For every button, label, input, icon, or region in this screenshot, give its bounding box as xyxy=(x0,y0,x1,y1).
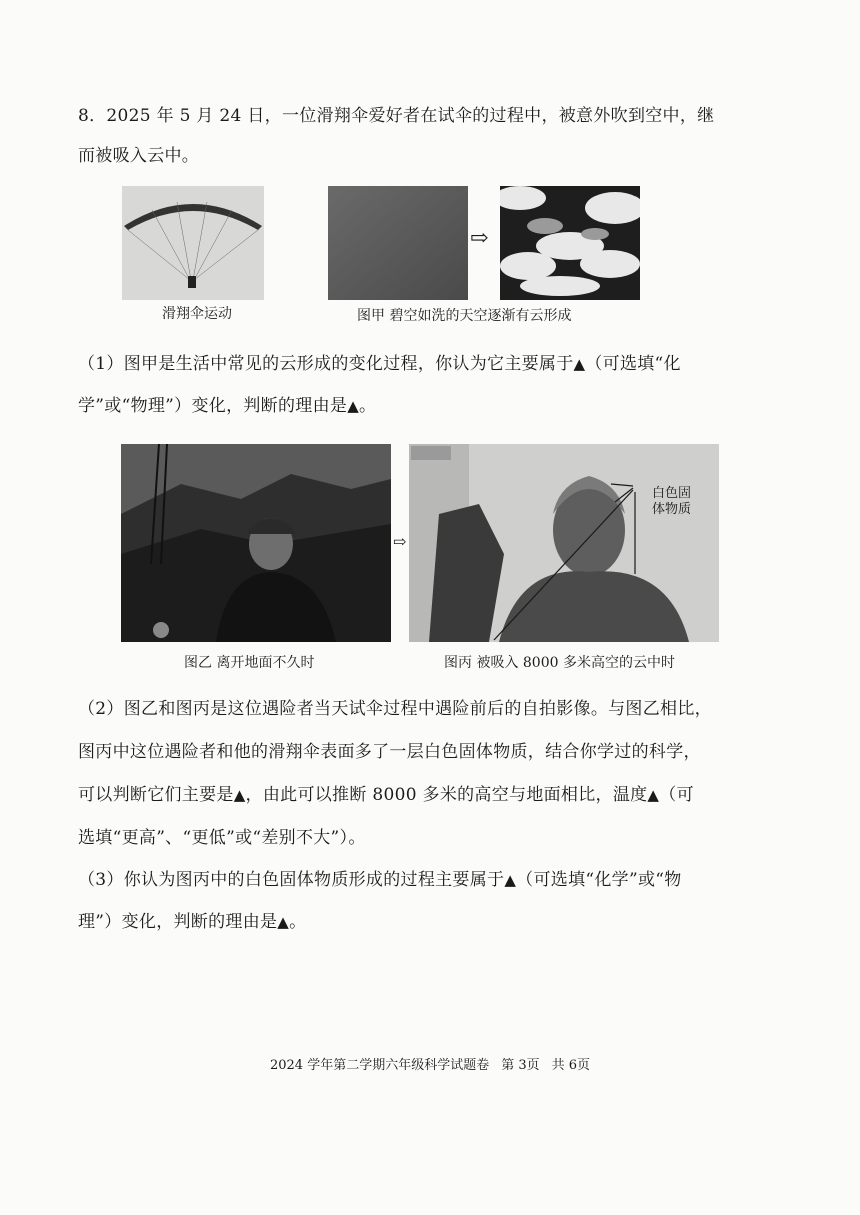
arrow-icon: ⇨ xyxy=(393,532,407,551)
white-solid-label-line2: 体物质 xyxy=(652,502,692,517)
footer-page: 第 3页 xyxy=(501,1058,540,1073)
answer-blank: ▲ xyxy=(233,786,246,804)
answer-blank: ▲ xyxy=(504,871,517,889)
part2-line4: 选填“更高”、“更低”或“差别不大”）。 xyxy=(78,828,366,848)
part1-line2: 学”或“物理”）变化，判断的理由是▲。 xyxy=(78,396,377,416)
answer-blank: ▲ xyxy=(647,786,660,804)
question-intro-line1: 8．2025 年 5 月 24 日，一位滑翔伞爱好者在试伞的过程中，被意外吹到空中，继 xyxy=(78,106,715,126)
part2-line1: （2）图乙和图丙是这位遇险者当天试伞过程中遇险前后的自拍影像。与图乙相比， xyxy=(78,699,712,719)
footer-title: 2024 学年第二学期六年级科学试题卷 xyxy=(269,1058,490,1073)
figure-bing-photo xyxy=(409,444,719,642)
question-intro-line2: 而被吸入云中。 xyxy=(78,146,200,166)
clear-sky-photo xyxy=(328,186,468,300)
answer-blank: ▲ xyxy=(573,355,586,373)
arrow-icon: ⇨ xyxy=(470,226,489,251)
part1-line1: （1）图甲是生活中常见的云形成的变化过程，你认为它主要属于▲（可选填“化 xyxy=(78,354,681,374)
part2-line2: 图丙中这位遇险者和他的滑翔伞表面多了一层白色固体物质，结合你学过的科学， xyxy=(78,742,701,762)
answer-blank: ▲ xyxy=(277,913,290,931)
paraglide-caption: 滑翔伞运动 xyxy=(162,306,232,322)
part3-line2: 理”）变化，判断的理由是▲。 xyxy=(78,912,307,932)
cloudy-sky-photo xyxy=(500,186,640,300)
figure-yi-photo xyxy=(121,444,391,642)
footer-total: 共 6页 xyxy=(551,1058,591,1073)
page-footer xyxy=(0,1054,860,1073)
answer-blank: ▲ xyxy=(347,397,360,415)
figure-jia-caption: 图甲 碧空如洗的天空逐渐有云形成 xyxy=(357,308,572,324)
white-solid-label-line1: 白色固 xyxy=(652,486,692,501)
paraglide-photo xyxy=(122,186,264,300)
part2-line3: 可以判断它们主要是▲，由此可以推断 8000 多米的高空与地面相比，温度▲（可 xyxy=(78,785,694,805)
figure-bing-caption: 图丙 被吸入 8000 多米高空的云中时 xyxy=(444,655,675,671)
figure-yi-caption: 图乙 离开地面不久时 xyxy=(184,655,315,671)
part3-line1: （3）你认为图丙中的白色固体物质形成的过程主要属于▲（可选填“化学”或“物 xyxy=(78,870,682,890)
